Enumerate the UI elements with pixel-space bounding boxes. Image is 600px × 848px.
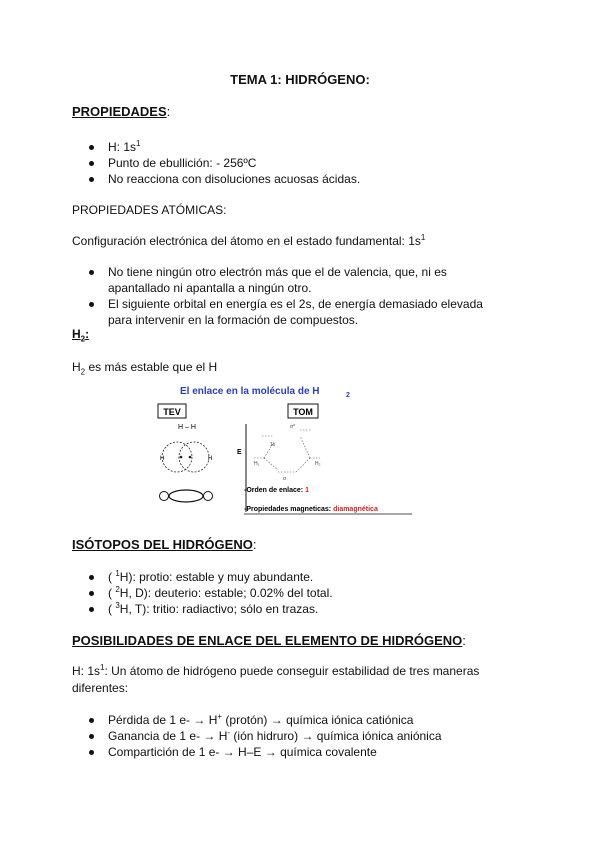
svg-text:H₁: H₁: [254, 461, 260, 467]
bullet-dot: [89, 607, 94, 612]
intro-pre: H: 1s: [72, 664, 101, 678]
config-line: [72, 233, 425, 250]
item-rest: H): protio: estable y muy abundante.: [119, 570, 314, 584]
superscript: 1: [115, 569, 120, 578]
superscript: 2: [115, 585, 120, 594]
bullet-dot: [89, 750, 94, 755]
section-heading-propiedades: [72, 103, 170, 121]
figure-title: El enlace en la molécula de H: [180, 386, 320, 397]
heading-suffix: :: [166, 104, 171, 119]
subscript: 2: [80, 367, 86, 377]
subscript: 2: [80, 334, 86, 344]
list-item: Compartición de 1 e- → H–E → química covalente: [108, 745, 377, 759]
svg-text:σ*: σ*: [290, 424, 296, 430]
item-b: (protón) → química iónica catiónica: [222, 713, 414, 727]
heading-text: POSIBILIDADES DE ENLACE DEL ELEMENTO DE HIDRÓGENO: [72, 633, 463, 648]
superscript: -: [227, 728, 231, 737]
section-heading-atomicas: PROPIEDADES ATÓMICAS:: [72, 203, 227, 217]
item-rest: H, D): deuterio: estable; 0.02% del total.: [119, 586, 333, 600]
mo-diagram: [254, 430, 320, 472]
list-item: [108, 712, 413, 728]
energy-axis-label: E: [237, 449, 242, 456]
list-item: Punto de ebullición: - 256ºC: [108, 156, 257, 170]
hh-label: H – H: [178, 424, 196, 431]
page-title: TEMA 1: HIDRÓGENO:: [230, 72, 370, 87]
bullet-dot: [89, 270, 94, 275]
section-heading-isotopos: [72, 536, 256, 554]
superscript: 3: [115, 601, 120, 610]
heading-text: ISÓTOPOS DEL HIDRÓGENO: [72, 537, 253, 552]
svg-text:1s: 1s: [270, 442, 276, 448]
tom-label: TOM: [293, 407, 313, 417]
line-h: H: [72, 360, 81, 374]
list-item: [108, 601, 318, 617]
bond-order: -Orden de enlace: 1: [244, 487, 309, 494]
heading-text: PROPIEDADES: [72, 104, 167, 119]
section-heading-h2: [72, 327, 90, 344]
bullet-dot: [89, 575, 94, 580]
enlace-intro: [72, 663, 492, 697]
item-rest: H, T): tritio: radiactivo; sólo en trazas.: [119, 602, 319, 616]
heading-suffix: :: [252, 537, 257, 552]
list-item: [108, 728, 442, 744]
list-item: No reacciona con disoluciones acuosas ácidas.: [108, 172, 361, 186]
bullet-dot: [89, 734, 94, 739]
svg-text:H: H: [160, 456, 165, 462]
superscript: +: [217, 712, 223, 721]
bullet-dot: [89, 161, 94, 166]
item-b: (ión hidruro) → química iónica aniónica: [230, 729, 442, 743]
list-item: No tiene ningún otro electrón más que el de valencia, que, ni es apantallado ni apantalla a ningún otro.: [108, 265, 447, 295]
superscript: 1: [136, 139, 141, 148]
intro-post: : Un átomo de hidrógeno puede conseguir estabilidad de tres maneras diferentes:: [72, 664, 480, 695]
heading-suffix: :: [462, 633, 466, 648]
heading-colon: :: [85, 327, 90, 341]
item-open: (: [108, 602, 116, 616]
section-heading-enlace: [72, 632, 466, 650]
item-open: (: [108, 570, 116, 584]
tev-overlap-orbitals: [160, 442, 212, 472]
svg-text:H: H: [208, 456, 213, 462]
bullet-dot: [89, 718, 94, 723]
sigma-orbital-shape: [160, 490, 213, 502]
list-item: [108, 585, 333, 601]
item-a: Ganancia de 1 e- → H: [108, 729, 228, 743]
list-item: [108, 139, 140, 155]
magnetic-properties: -Propiedades magneticas: diamagnética: [244, 506, 378, 513]
bullet-dot: [89, 591, 94, 596]
list-item: [108, 569, 313, 585]
bullet-dot: [89, 145, 94, 150]
svg-text:H₂: H₂: [315, 461, 321, 467]
item-a: Pérdida de 1 e- → H: [108, 713, 218, 727]
item-text: H: 1s: [108, 140, 137, 154]
h2-stability-line: [72, 359, 217, 376]
figure-title-subscript: 2: [346, 392, 350, 399]
tev-label: TEV: [163, 407, 181, 417]
h2-bonding-figure: [150, 380, 420, 520]
superscript: 1: [420, 233, 426, 242]
mo-labels: [254, 424, 321, 482]
bullet-dot: [89, 177, 94, 182]
list-item: El siguiente orbital en energía es el 2s, de energía demasiado elevada para intervenir en la formación de compuestos.: [108, 297, 483, 327]
item-open: (: [108, 586, 116, 600]
svg-text:σ: σ: [283, 476, 287, 482]
heading-h: H: [72, 327, 81, 341]
superscript: 1: [100, 663, 105, 672]
config-text: Configuración electrónica del átomo en el estado fundamental: 1s: [72, 234, 421, 248]
line-rest: es más estable que el H: [85, 360, 218, 374]
bullet-dot: [89, 302, 94, 307]
